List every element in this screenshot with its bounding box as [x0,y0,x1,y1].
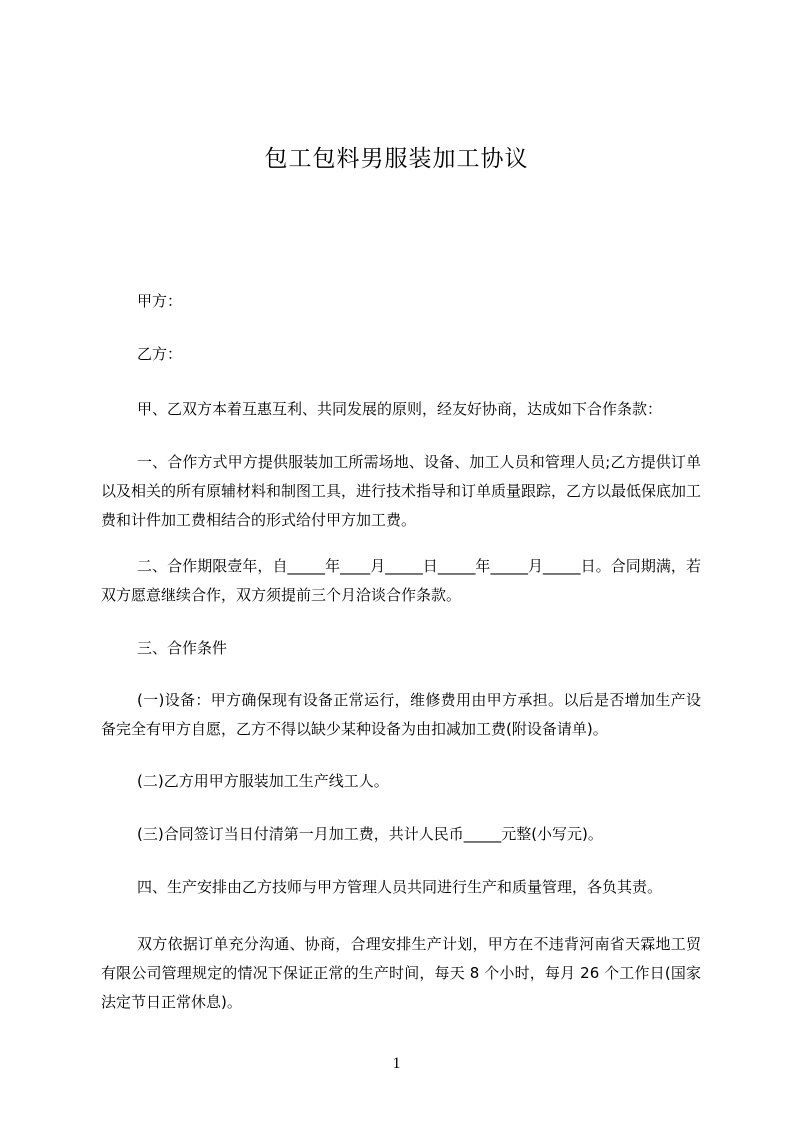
clause-3-item-1: (一)设备：甲方确保现有设备正常运行，维修费用由甲方承担。以后是否增加生产设备完全有甲方自愿，乙方不得以缺少某种设备为由扣减加工费(附设备请单)。 [101,691,701,738]
clause-3-item-2: (二)乙方用甲方服装加工生产线工人。 [137,772,389,790]
clause-4-detail: 双方依据订单充分沟通、协商，合理安排生产计划，甲方在不违背河南省天霖地工贸有限公司管理规定的情况下保证正常的生产时间，每天 8 个小时，每月 26 个工作日(国家法定节日正常休息)。 [101,935,701,1011]
clause-3-item-3: (三)合同签订当日付清第一月加工费，共计人民币_____元整(小写元)。 [137,825,603,843]
party-b-label: 乙方： [137,345,183,363]
page-number: 1 [392,1055,401,1072]
document-title: 包工包料男服装加工协议 [264,146,529,172]
clause-3-heading: 三、合作条件 [137,639,228,657]
party-a-label: 甲方： [137,292,183,310]
clause-1: 一、合作方式甲方提供服装加工所需场地、设备、加工人员和管理人员;乙方提供订单以及相关的所有原辅材料和制图工具，进行技术指导和订单质量跟踪，乙方以最低保底加工费和计件加工费相结合的形式给付甲方加工费。 [101,453,702,529]
intro-paragraph: 甲、乙双方本着互惠互利、共同发展的原则，经友好协商，达成如下合作条款： [137,400,663,418]
clause-2: 二、合作期限壹年，自_____年____月_____日_____年_____月_____日。合同期满，若双方愿意继续合作，双方须提前三个月洽谈合作条款。 [101,557,701,604]
clause-4: 四、生产安排由乙方技师与甲方管理人员共同进行生产和质量管理，各负其责。 [137,878,663,896]
